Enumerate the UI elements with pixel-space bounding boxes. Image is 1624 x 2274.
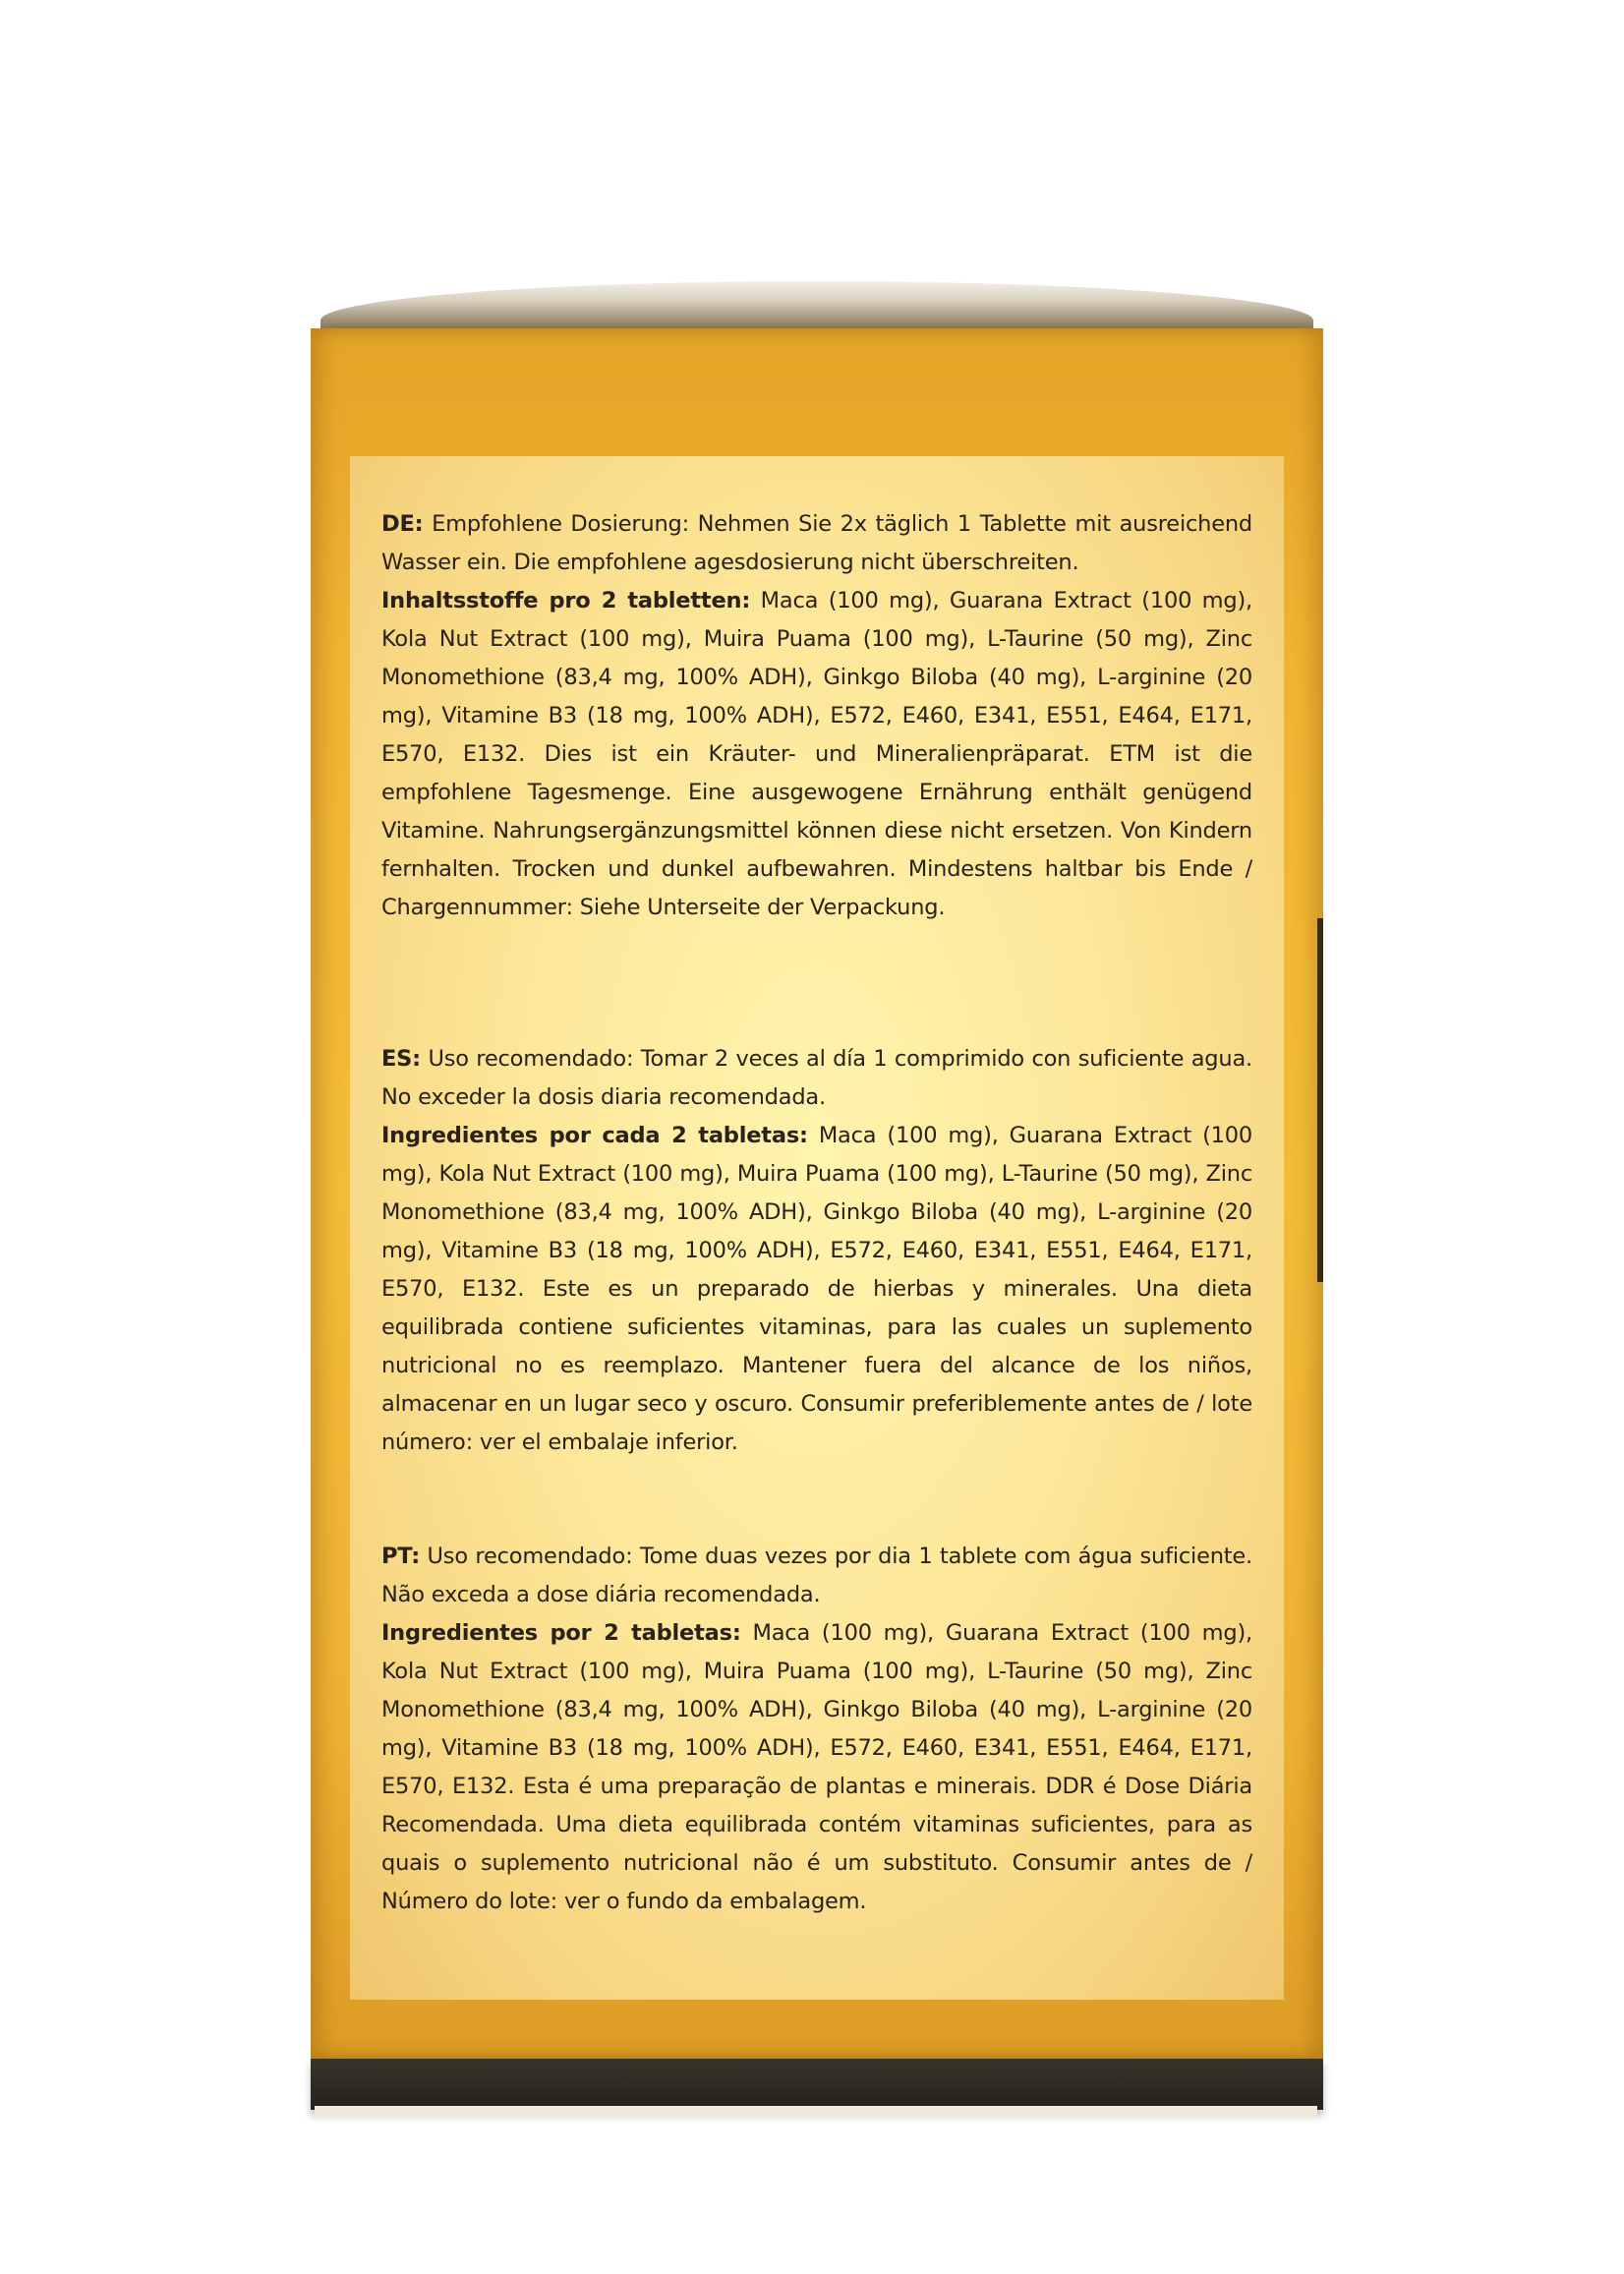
section-de xyxy=(381,505,1252,927)
section-pt xyxy=(381,1538,1252,1921)
label-panel xyxy=(350,456,1284,2000)
de-ingredients-text: Maca (100 mg), Guarana Extract (100 mg), Kola Nut Extract (100 mg), Muira Puama (100 mg), L-Taurine (50 mg), Zinc Monomethione (83,4 mg, 100% ADH), Ginkgo Biloba (40 mg), L-arginine (20 mg), Vitamine B3 (18 mg, 100% ADH), E572, E460, E341, E551, E464, E171, E570, E132. Dies ist ein Kräuter- und Mineralienpräparat. ETM ist die empfohlene Tagesmenge. Eine ausgewogene Ernährung enthält genügend Vitamine. Nahrungsergänzungsmittel können diese nicht ersetzen. Von Kindern fernhalten. Trocken und dunkel aufbewahren. Mindestens haltbar bis Ende / Chargennummer: Siehe Unterseite der Verpackung. xyxy=(381,588,1253,920)
es-ingredients-text: Maca (100 mg), Guarana Extract (100 mg), Kola Nut Extract (100 mg), Muira Puama (100 mg), L-Taurine (50 mg), Zinc Monomethione (83,4 mg, 100% ADH), Ginkgo Biloba (40 mg), L-arginine (20 mg), Vitamine B3 (18 mg, 100% ADH), E572, E460, E341, E551, E464, E171, E570, E132. Este es un preparado de hierbas y minerales. Una dieta equilibrada contiene suficientes vitaminas, para las cuales un suplemento nutricional no es reemplazo. Mantener fuera del alcance de los niños, almacenar en un lugar seco y oscuro. Consumir preferiblemente antes de / lote número: ver el embalaje inferior. xyxy=(381,1123,1252,1455)
pt-ingredients-text: Maca (100 mg), Guarana Extract (100 mg), Kola Nut Extract (100 mg), Muira Puama (100 mg), L-Taurine (50 mg), Zinc Monomethione (83,4 mg, 100% ADH), Ginkgo Biloba (40 mg), L-arginine (20 mg), Vitamine B3 (18 mg, 100% ADH), E572, E460, E341, E551, E464, E171, E570, E132. Esta é uma preparação de plantas e minerais. DDR é Dose Diária Recomendada. Uma dieta equilibrada contém vitaminas suficientes, para as quais o suplemento nutricional não é um substituto. Consumir antes de / Número do lote: ver o fundo da embalagem. xyxy=(381,1620,1253,1914)
box-edge-mark xyxy=(1317,918,1323,1282)
es-dosage-text: Uso recomendado: Tomar 2 veces al día 1 comprimido con suficiente agua. No exceder la dosis diaria recomendada. xyxy=(381,1046,1252,1110)
es-ingredients-heading: Ingredientes por cada 2 tabletas: xyxy=(381,1123,808,1148)
de-dosage-text: Empfohlene Dosierung: Nehmen Sie 2x täglich 1 Tablette mit ausreichend Wasser ein. Die empfohlene agesdosierung nicht überschreiten. xyxy=(381,511,1253,575)
product-box xyxy=(311,281,1323,2110)
section-es xyxy=(381,1040,1252,1462)
de-dosage-heading: DE: xyxy=(381,511,424,537)
box-side-face xyxy=(311,328,1323,2059)
pt-dosage-heading: PT: xyxy=(381,1544,421,1569)
box-bottom-band xyxy=(311,2059,1323,2110)
de-ingredients-heading: Inhaltsstoffe pro 2 tabletten: xyxy=(381,588,751,613)
es-dosage-heading: ES: xyxy=(381,1046,421,1072)
pt-dosage-text: Uso recomendado: Tome duas vezes por dia 1 tablete com água suficiente. Não exceda a dose diária recomendada. xyxy=(381,1544,1253,1607)
pt-ingredients-heading: Ingredientes por 2 tabletas: xyxy=(381,1620,741,1646)
box-bottom-lip xyxy=(315,2106,1317,2118)
